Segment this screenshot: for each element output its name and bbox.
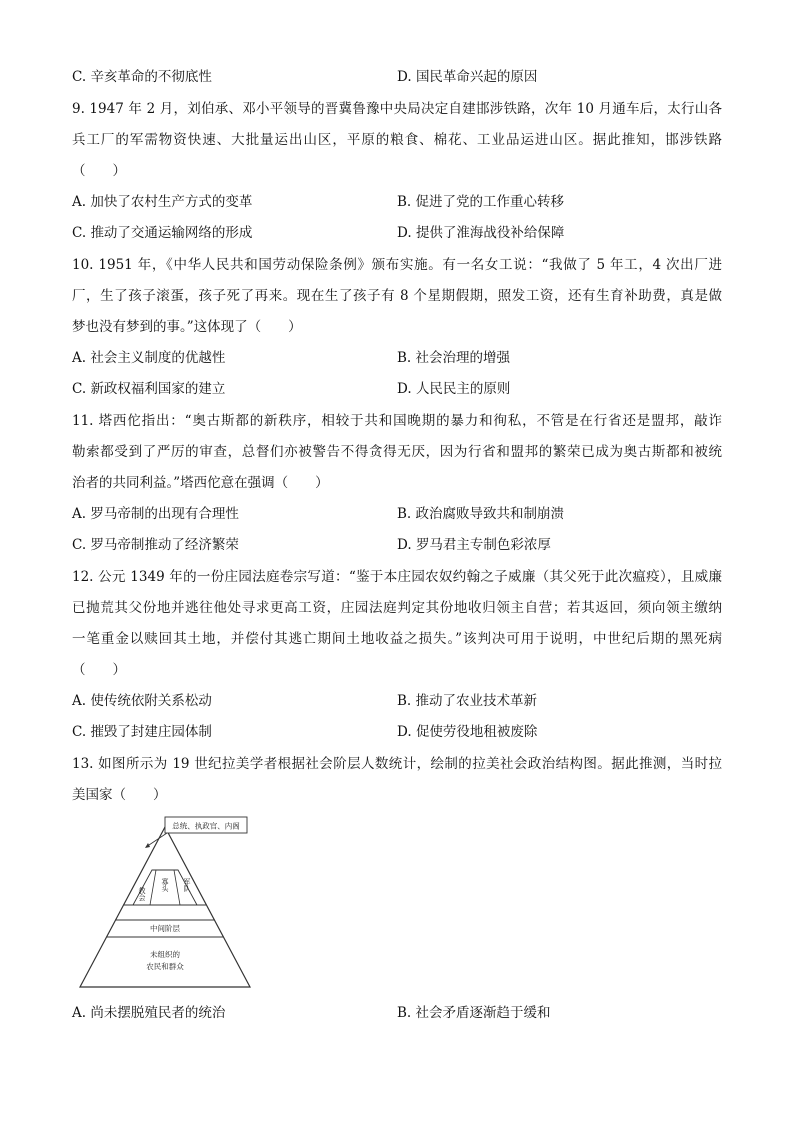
q8-option-d: D. 国民革命兴起的原因: [397, 69, 538, 85]
q10-stem-line-1: 10. 1951 年，《中华人民共和国劳动保险条例》颁布实施。有一名女工说：“我做了 5 年工，4 次出厂进: [72, 257, 722, 273]
q12-stem-line-1: 12. 公元 1349 年的一份庄园法庭卷宗写道：“鉴于本庄园农奴约翰之子威廉（其父死于此次瘟疫），且威廉: [72, 569, 722, 585]
q13-option-b: B. 社会矛盾逐渐趋于缓和: [397, 1005, 551, 1021]
bottom-label-line-1: 未组织的: [150, 950, 180, 959]
middle-right-label: 军队: [183, 878, 191, 892]
q13-option-a: A. 尚未摆脱殖民者的统治: [72, 1005, 226, 1021]
q10-option-c: C. 新政权福利国家的建立: [72, 381, 226, 397]
q9-option-d: D. 提供了淮海战役补给保障: [397, 225, 565, 241]
q12-stem-line-4: （ ）: [72, 662, 126, 678]
bottom-label-line-2: 农民和群众: [146, 962, 184, 971]
q9-option-c: C. 推动了交通运输网络的形成: [72, 225, 253, 241]
q11-stem-line-2: 勒索都受到了严厉的审查，总督们亦被警告不得贪得无厌，因为行省和盟邦的繁荣已成为奥古斯都和被统: [72, 444, 722, 460]
q12-option-c: C. 摧毁了封建庄园体制: [72, 724, 212, 740]
q8-option-c: C. 辛亥革命的不彻底性: [72, 69, 212, 85]
q10-stem-line-2: 厂，生了孩子滚蛋，孩子死了再来。现在生了孩子有 8 个星期假期，照发工资，还有生育补助费，真是做: [72, 288, 722, 304]
q10-option-a: A. 社会主义制度的优越性: [72, 350, 226, 366]
social-structure-pyramid: [75, 812, 255, 992]
q10-option-b: B. 社会治理的增强: [397, 350, 511, 366]
q11-option-d: D. 罗马君主专制色彩浓厚: [397, 537, 551, 553]
q13-stem-line-1: 13. 如图所示为 19 世纪拉美学者根据社会阶层人数统计，绘制的拉美社会政治结构图。据此推测，当时拉: [72, 756, 722, 772]
q9-stem-line-1: 9. 1947 年 2 月，刘伯承、邓小平领导的晋冀鲁豫中央局决定自建邯涉铁路，次年 10 月通车后，太行山各: [72, 101, 722, 117]
q11-option-c: C. 罗马帝制推动了经济繁荣: [72, 537, 239, 553]
q10-option-d: D. 人民民主的原则: [397, 381, 511, 397]
q10-stem-line-3: 梦也没有梦到的事。”这体现了（ ）: [72, 319, 302, 335]
top-label: 总统、执政官、内阁: [172, 821, 240, 831]
top-pointer-arrow: [145, 843, 150, 848]
q12-option-a: A. 使传统依附关系松动: [72, 693, 212, 709]
q13-stem-line-2: 美国家（ ）: [72, 787, 167, 803]
q9-option-b: B. 促进了党的工作重心转移: [397, 194, 565, 210]
q11-stem-line-3: 治者的共同利益。”塔西佗意在强调（ ）: [72, 475, 329, 491]
q9-stem-line-3: （ ）: [72, 163, 126, 179]
middle-class-label: 中间阶层: [150, 924, 180, 933]
q12-option-d: D. 促使劳役地租被废除: [397, 724, 538, 740]
q9-option-a: A. 加快了农村生产方式的变革: [72, 194, 253, 210]
middle-left-label: 教会: [138, 887, 146, 901]
middle-center-label: 寡头: [161, 878, 169, 892]
q11-stem-line-1: 11. 塔西佗指出：“奥古斯都的新秩序，相较于共和国晚期的暴力和徇私，不管是在行省还是盟邦，敲诈: [72, 413, 722, 429]
q12-stem-line-3: 一笔重金以赎回其土地，并偿付其逃亡期间土地收益之损失。”该判决可用于说明，中世纪后期的黑死病: [72, 631, 722, 647]
q12-stem-line-2: 已抛荒其父份地并逃往他处寻求更高工资，庄园法庭判定其份地收归领主自营；若其返回，须向领主缴纳: [72, 600, 722, 616]
q9-stem-line-2: 兵工厂的军需物资快速、大批量运出山区，平原的粮食、棉花、工业品运进山区。据此推知，邯涉铁路: [72, 132, 722, 148]
q12-option-b: B. 推动了农业技术革新: [397, 693, 538, 709]
q11-option-a: A. 罗马帝制的出现有合理性: [72, 506, 239, 522]
q11-option-b: B. 政治腐败导致共和制崩溃: [397, 506, 565, 522]
